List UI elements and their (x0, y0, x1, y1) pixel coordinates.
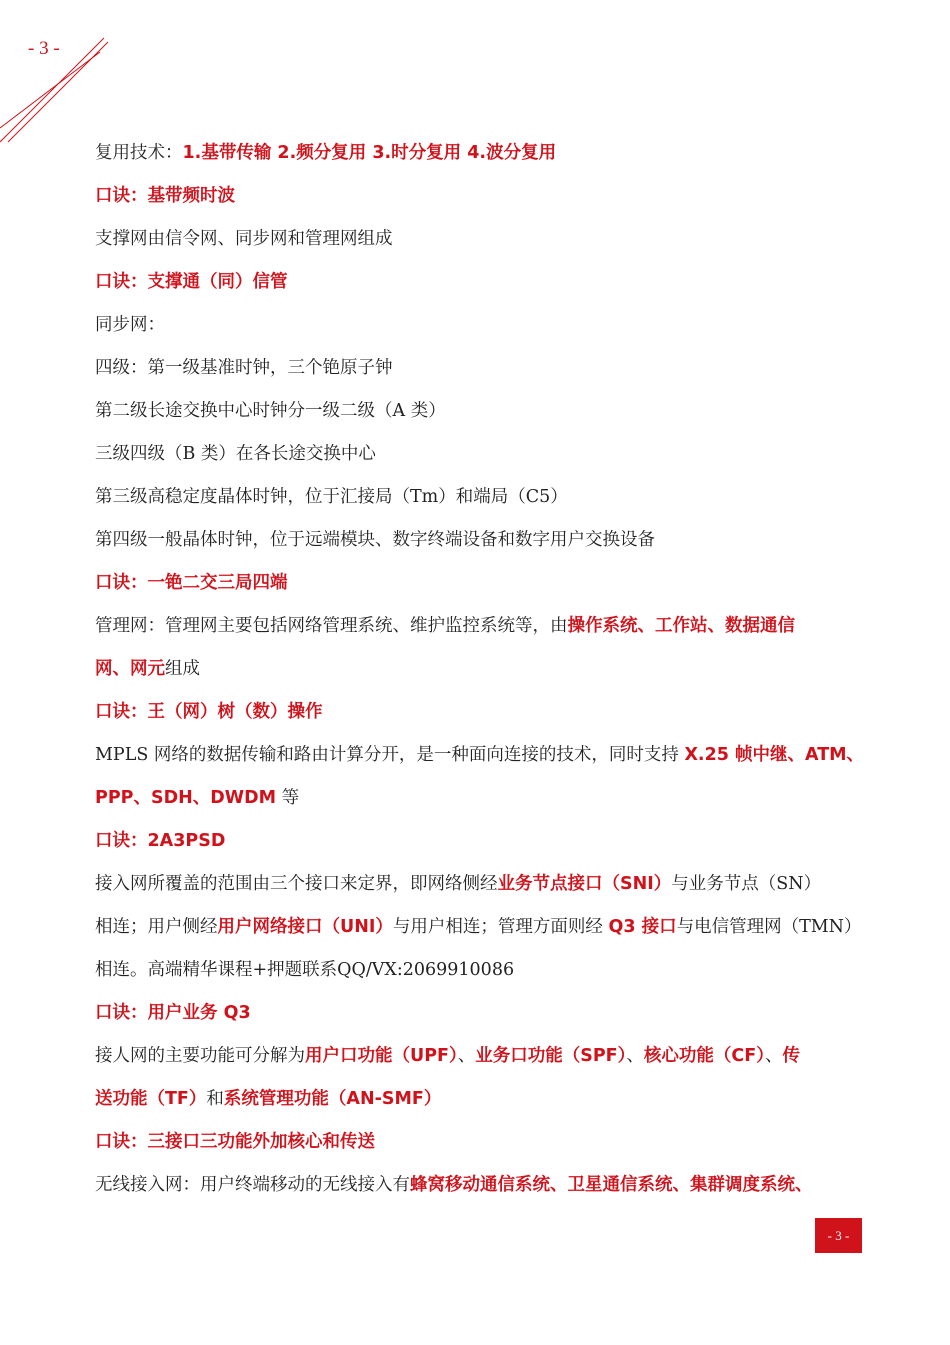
body-text: 复用技术： (95, 143, 183, 163)
body-text: 接人网的主要功能可分解为 (95, 1046, 305, 1066)
text-line (95, 304, 870, 347)
text-line (95, 519, 870, 562)
body-text: 、 (457, 1046, 476, 1066)
highlight-text: 口诀：2A3PSD (95, 831, 226, 851)
highlight-text: 用户网络接口（UNI） (217, 917, 393, 937)
body-text: 、 (764, 1046, 783, 1066)
text-line (95, 175, 870, 218)
text-line (95, 691, 870, 734)
text-line (95, 605, 870, 648)
highlight-text: 蜂窝移动通信系统、卫星通信系统、集群调度系统、 (410, 1175, 813, 1195)
text-line (95, 820, 870, 863)
body-text: 与电信管理网（TMN） (676, 917, 862, 937)
text-line (95, 347, 870, 390)
highlight-text: 口诀：支撑通（同）信管 (95, 272, 288, 292)
highlight-text: X.25 帧中继、ATM、 (684, 745, 865, 765)
highlight-text: 送功能（TF） (95, 1089, 207, 1109)
body-text: 第四级一般晶体时钟，位于远端模块、数字终端设备和数字用户交换设备 (95, 530, 655, 550)
body-text: 第三级高稳定度晶体时钟，位于汇接局（Tm）和端局（C5） (95, 487, 568, 507)
body-text: 同步网： (95, 315, 165, 335)
text-line (95, 863, 870, 906)
body-text: 管理网：管理网主要包括网络管理系统、维护监控系统等，由 (95, 616, 568, 636)
highlight-text: PPP、SDH、DWDM (95, 788, 277, 808)
text-line (95, 992, 870, 1035)
body-text: 接入网所覆盖的范围由三个接口来定界，即网络侧经 (95, 874, 498, 894)
highlight-text: 口诀：三接口三功能外加核心和传送 (95, 1132, 375, 1152)
highlight-text: 系统管理功能（AN-SMF） (223, 1089, 442, 1109)
text-line (95, 1035, 870, 1078)
highlight-text: 核心功能（CF） (643, 1046, 765, 1066)
body-text: 和 (206, 1089, 224, 1109)
text-line (95, 949, 870, 992)
text-line (95, 1164, 870, 1207)
highlight-text: 传 (782, 1046, 800, 1066)
corner-decoration (0, 0, 120, 150)
highlight-text: 用户口功能（UPF） (305, 1046, 458, 1066)
text-line (95, 906, 870, 949)
text-line (95, 734, 870, 777)
body-text: 无线接入网：用户终端移动的无线接入有 (95, 1175, 410, 1195)
text-line (95, 476, 870, 519)
highlight-text: Q3 接口 (608, 917, 677, 937)
text-line (95, 433, 870, 476)
text-line (95, 390, 870, 433)
body-text: 第二级长途交换中心时钟分一级二级（A 类） (95, 401, 446, 421)
body-text: 支撑网由信令网、同步网和管理网组成 (95, 229, 393, 249)
footer-page-number: - 3 - (815, 1218, 862, 1253)
body-text: 相连。高端精华课程+押题联系QQ/VX:2069910086 (95, 960, 515, 980)
document-body (95, 132, 870, 1207)
highlight-text: 操作系统、工作站、数据通信 (567, 616, 795, 636)
body-text: 与用户相连；管理方面则经 (392, 917, 609, 937)
body-text: 四级：第一级基准时钟，三个铯原子钟 (95, 358, 393, 378)
highlight-text: 业务口功能（SPF） (475, 1046, 627, 1066)
text-line (95, 777, 870, 820)
header-page-number: - 3 - (28, 38, 60, 59)
highlight-text: 口诀：一铯二交三局四端 (95, 573, 288, 593)
body-text: 三级四级（B 类）在各长途交换中心 (95, 444, 376, 464)
highlight-text: 业务节点接口（SNI） (497, 874, 672, 894)
body-text: MPLS 网络的数据传输和路由计算分开，是一种面向连接的技术，同时支持 (95, 745, 685, 765)
body-text: 与业务节点（SN） (671, 874, 822, 894)
body-text: 相连；用户侧经 (95, 917, 218, 937)
text-line (95, 218, 870, 261)
text-line (95, 562, 870, 605)
text-line (95, 261, 870, 304)
text-line (95, 1121, 870, 1164)
text-line (95, 648, 870, 691)
body-text: 、 (626, 1046, 644, 1066)
body-text: 等 (276, 788, 300, 808)
highlight-text: 口诀：基带频时波 (95, 186, 235, 206)
highlight-text: 网、网元 (95, 659, 165, 679)
text-line (95, 132, 870, 175)
text-line (95, 1078, 870, 1121)
highlight-text: 口诀：用户业务 Q3 (95, 1003, 251, 1023)
body-text: 组成 (165, 659, 200, 679)
highlight-text: 1.基带传输 2.频分复用 3.时分复用 4.波分复用 (182, 143, 557, 163)
highlight-text: 口诀：王（网）树（数）操作 (95, 702, 323, 722)
